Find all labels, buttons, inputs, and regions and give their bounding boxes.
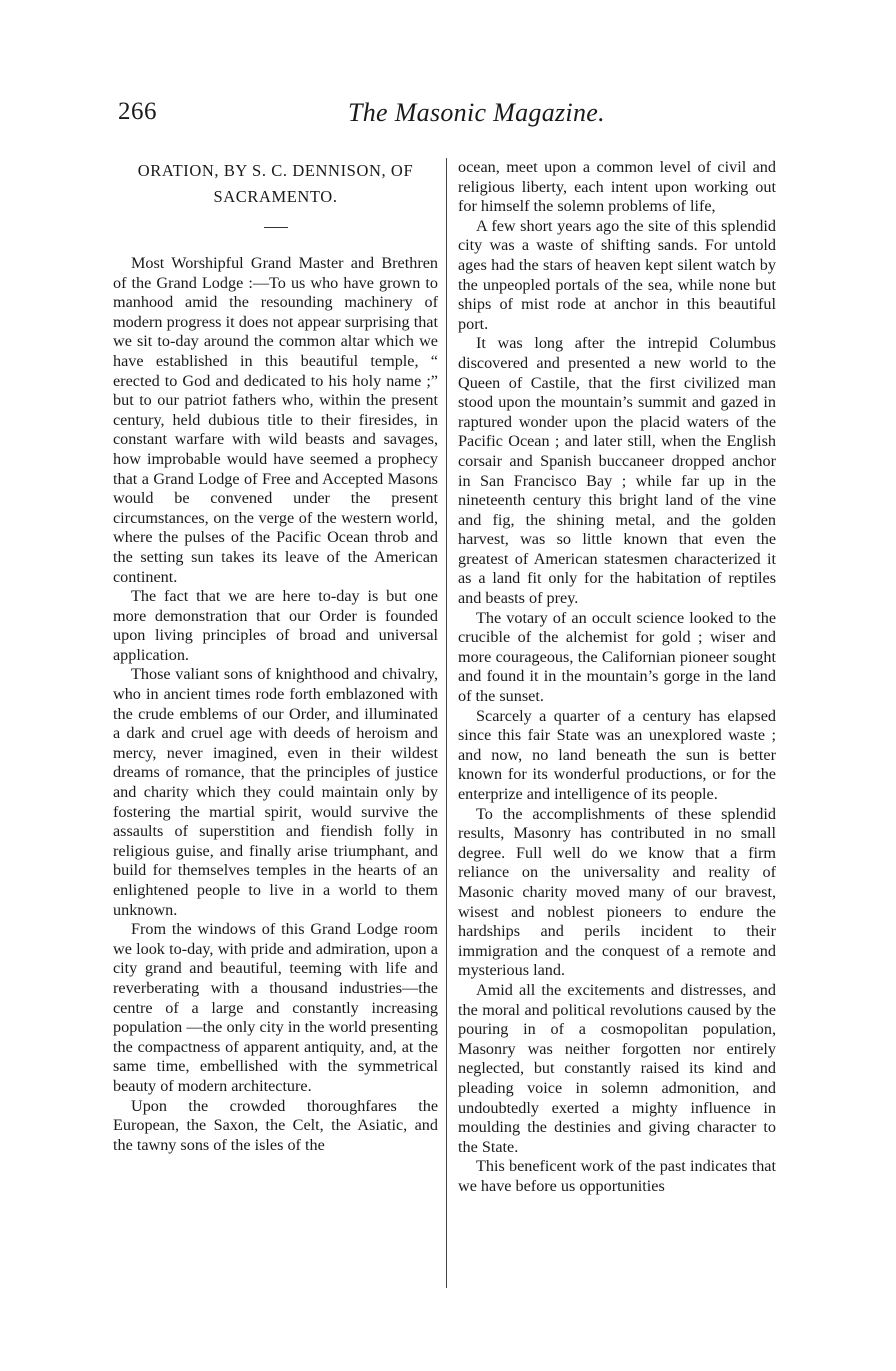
- paragraph-left-5: Upon the crowded thoroughfares the European, the Saxon, the Celt, the Asiatic, and the tawny sons of the isles of the: [113, 1096, 438, 1154]
- paragraph-right-1: A few short years ago the site of this splendid city was a waste of shifting sands. For untold ages had the stars of heaven kept silent watch by the unpeopled portals of the sea, while none but ships of mist rode at anchor in this beautiful port.: [458, 216, 776, 333]
- paragraph-right-6: Amid all the excitements and distresses, and the moral and political revolutions caused by the pouring in of a cosmopolitan population, Masonry was neither forgotten nor entirely neglected, but constantly raised its kind and pleading voice in solemn admonition, and undoubtedly exerted a mighty influence in moulding the destinies and giving character to the State.: [458, 980, 776, 1156]
- left-column: [113, 158, 438, 1155]
- paragraph-left-2: The fact that we are here to-day is but one more demonstration that our Order is founded upon living principles of broad and universal application.: [113, 587, 438, 664]
- paragraph-right-continuation: ocean, meet upon a common level of civil and religious liberty, each intent upon working out for himself the solemn problems of life,: [458, 158, 776, 216]
- paragraph-right-7: This beneficent work of the past indicates that we have before us opportunities: [458, 1157, 776, 1195]
- article-title-line-2: SACRAMENTO.: [213, 187, 338, 206]
- article-title: [113, 158, 438, 210]
- page-number: 266: [118, 98, 157, 125]
- paragraph-left-3: Those valiant sons of knighthood and chivalry, who in ancient times rode forth emblazoned with the crude emblems of our Order, and illuminated a dark and cruel age with deeds of heroism and mercy, never imagined, even in their wildest dreams of romance, that the principles of justice and charity which they could maintain only by fostering the martial spirit, would survive the assaults of superstition and fiendish folly in religious guise, and finally arise triumphant, and build for themselves temples in the hearts of an enlightened people to live in a world to them unknown.: [113, 665, 438, 919]
- paragraph-right-4: Scarcely a quarter of a century has elapsed since this fair State was an unexplored waste ; and now, no land beneath the sun is better known for its wonderful productions, or for the enterprize and intelligence of its people.: [458, 706, 776, 803]
- running-head: [118, 98, 778, 138]
- article-title-line-1: ORATION, BY S. C. DENNISON, OF: [137, 161, 414, 180]
- column-divider: [446, 158, 447, 1288]
- paragraph-left-1: Most Worshipful Grand Master and Brethren of the Grand Lodge :—To us who have grown to manhood amid the resounding machinery of modern progress it does not appear surprising that we sit to-day around the common altar which we have established in this beautiful temple, “ erected to God and dedicated to his holy name ;” but to our patriot fathers who, within the present century, held dubious title to their firesides, in constant warfare with wild beasts and savages, how improbable would have seemed a prophecy that a Grand Lodge of Free and Accepted Masons would be convened under the present circumstances, on the verge of the western world, where the pulses of the Pacific Ocean throb and the setting sun takes its leave of the American continent.: [113, 254, 438, 586]
- right-column: [458, 158, 776, 1196]
- journal-title: The Masonic Magazine.: [348, 98, 605, 127]
- paragraph-left-4: From the windows of this Grand Lodge room we look to-day, with pride and admiration, upon a city grand and beautiful, teeming with life and reverberating with a thousand industries—the centre of a large and constantly increasing population —the only city in the world presenting the compactness of apparent antiquity, and, at the same time, embellished with the symmetrical beauty of modern architecture.: [113, 920, 438, 1095]
- paragraph-right-2: It was long after the intrepid Columbus discovered and presented a new world to the Queen of Castile, that the first civilized man stood upon the mountain’s summit and gazed in raptured wonder upon the placid waters of the Pacific Ocean ; and later still, when the English corsair and Spanish buccaneer dropped anchor in San Francisco Bay ; while far up in the nineteenth century this bright land of the vine and fig, the shining metal, and the golden harvest, was so little known that even the greatest of American statesmen characterized it as a land fit only for the habitation of reptiles and beasts of prey.: [458, 334, 776, 608]
- paragraph-right-3: The votary of an occult science looked to the crucible of the alchemist for gold ; wiser and more courageous, the Californian pioneer sought and found it in the mountain’s gorge in the land of the sunset.: [458, 608, 776, 706]
- paragraph-right-5: To the accomplishments of these splendid results, Masonry has contributed in no small degree. Full well do we know that a firm reliance on the universality and reality of Masonic charity moved many of our bravest, wisest and noblest pioneers to endure the hardships and perils incident to their immigration and the conquest of a remote and mysterious land.: [458, 804, 776, 980]
- title-dash-divider: [264, 227, 288, 228]
